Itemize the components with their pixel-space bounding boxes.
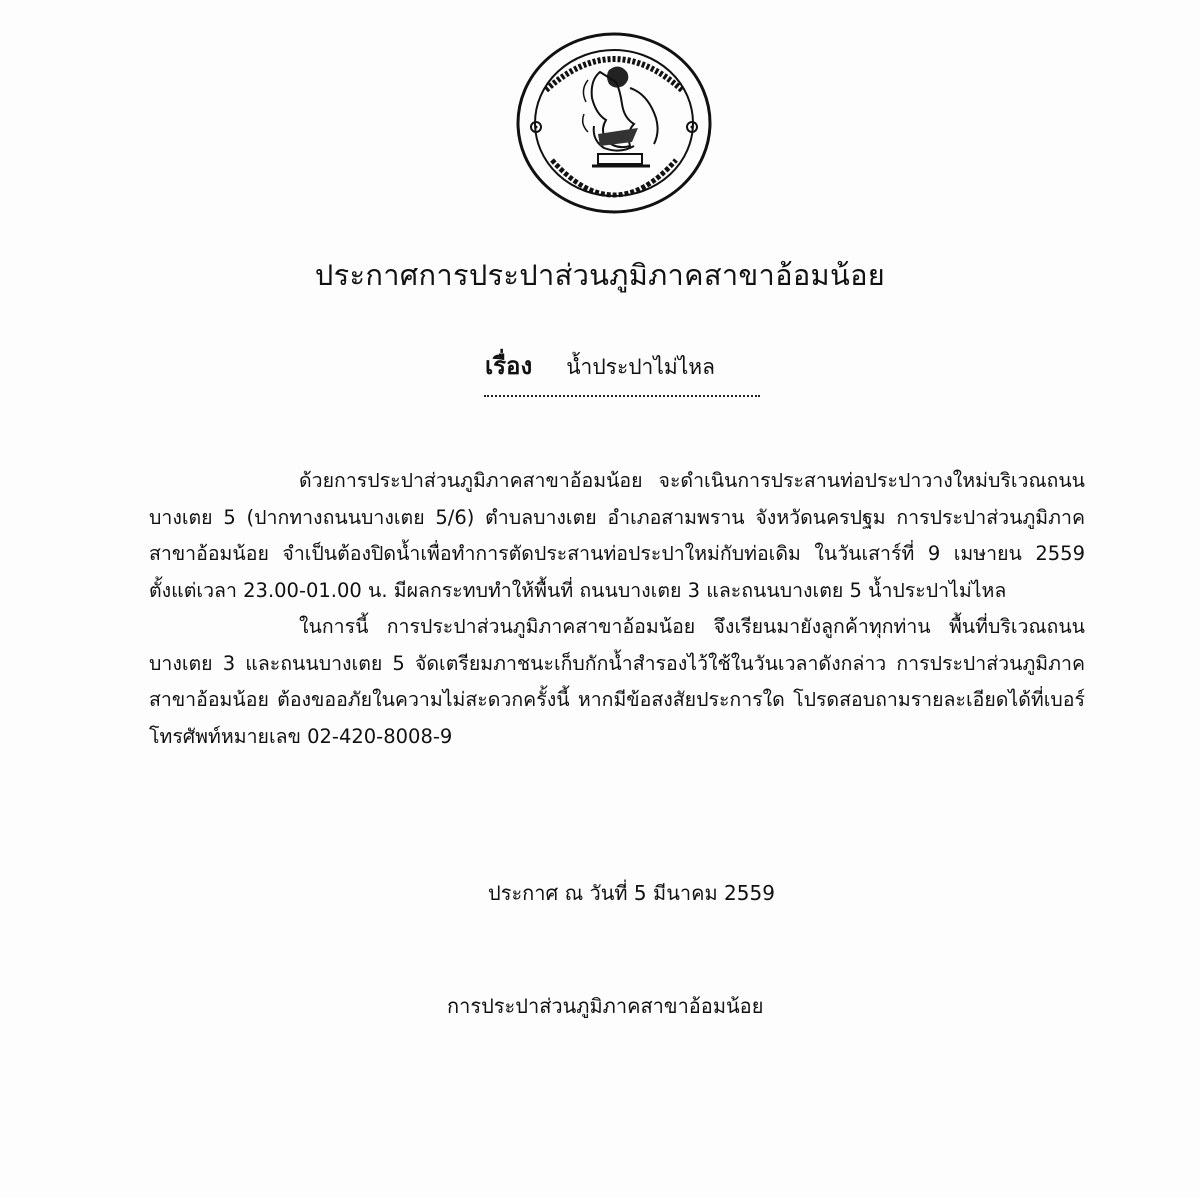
signature-organization: การประปาส่วนภูมิภาคสาขาอ้อมน้อย [447,994,764,1018]
announcement-title: ประกาศการประปาส่วนภูมิภาคสาขาอ้อมน้อย [314,258,886,292]
body-paragraph-1: ด้วยการประปาส่วนภูมิภาคสาขาอ้อมน้อย จะดำเนินการประสานท่อประปาวางใหม่บริเวณถนนบางเตย 5 (ปากทางถนนบางเตย 5/6) ตำบลบางเตย อำเภอสามพราน จังหวัดนครปฐม การประปาส่วนภูมิภาคสาขาอ้อมน้อย จำเป็นต้องปิดน้ำเพื่อทำการตัดประสานท่อประปาใหม่กับท่อเดิม ในวันเสาร์ที่ 9 เมษายน 2559 ตั้งแต่เวลา 23.00-01.00 น. มีผลกระทบทำให้พื้นที่ ถนนบางเตย 3 และถนนบางเตย 5 น้ำประปาไม่ไหล [149,469,1085,602]
dotted-divider [484,395,760,397]
announcement-body [149,463,1085,755]
subject-label: เรื่อง [484,352,533,380]
announcement-date: ประกาศ ณ วันที่ 5 มีนาคม 2559 [488,881,775,905]
body-paragraph-2: ในการนี้ การประปาส่วนภูมิภาคสาขาอ้อมน้อย จึงเรียนมายังลูกค้าทุกท่าน พื้นที่บริเวณถนนบางเตย 3 และถนนบางเตย 5 จัดเตรียมภาชนะเก็บกักน้ำสำรองไว้ใช้ในวันเวลาดังกล่าว การประปาส่วนภูมิภาคสาขาอ้อมน้อย ต้องขออภัยในความไม่สะดวกครั้งนี้ หากมีข้อสงสัยประการใด โปรดสอบถามรายละเอียดได้ที่เบอร์โทรศัพท์หมายเลข 02-420-8008-9 [149,615,1085,748]
subject-text: น้ำประปาไม่ไหล [566,355,716,379]
subject-line [0,346,1200,385]
pwa-seal-logo [514,30,714,216]
